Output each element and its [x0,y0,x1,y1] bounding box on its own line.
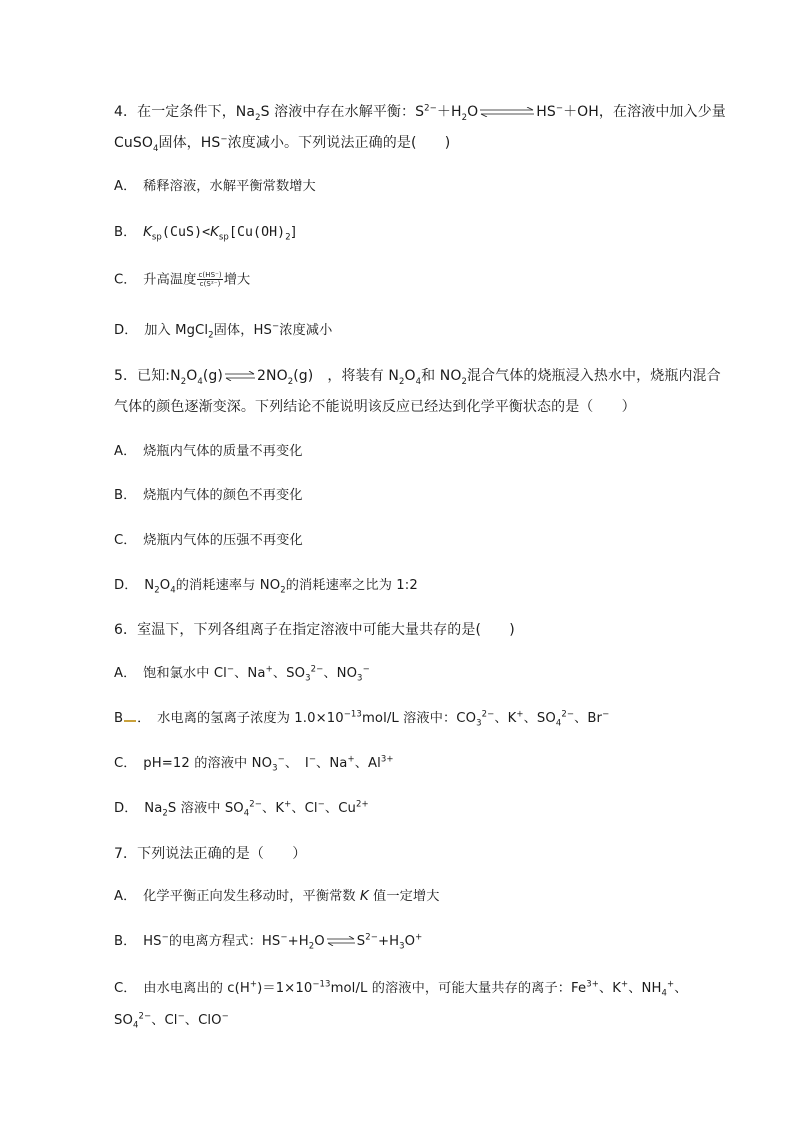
question-5-option-a[interactable]: A． 烧瓶内气体的质量不再变化 [114,444,303,459]
question-6-stem: 6．室温下，下列各组离子在指定溶液中可能大量共存的是( ) [114,622,515,638]
question-6-option-d[interactable]: D． $Na_2S$ 溶液中 $SO_4^{2-}$、K+、Cl−、$Cu^{2+}$ [114,799,369,819]
question-5-option-d[interactable]: D． $N_2O_4$的消耗速率与 $NO_2$的消耗速率之比为 1:2 [114,578,418,596]
question-4-option-a[interactable]: A． 稀释溶液，水解平衡常数增大 [114,179,316,194]
question-7-option-c-line1[interactable]: C． 由水电离出的 $c(H^+)=1\times 10^{-13}mol/L$ 的溶液中，可能大量共存的离子：$Fe^{3+}$、K+、$NH_4^+$、 [114,979,688,999]
question-6-option-a[interactable]: A． 饱和氯水中 Cl−、Na+、$SO_3^{2-}$、$NO_3^-$ [114,664,370,684]
question-4-option-c[interactable]: C． 升高温度 $\frac{c(HS^-)}{\text{c(S²⁻)}}$ 增大 [114,271,251,288]
question-5-option-b[interactable]: B． 烧瓶内气体的颜色不再变化 [114,488,303,503]
question-4-stem-line1: 4．在一定条件下，$Na_2S$ 溶液中存在水解平衡：$S^{2-}+H_2O$ HS−＋OH，在溶液中加入少量 [114,103,726,123]
question-7-option-b[interactable]: B． HS−的电离方程式：$HS^-+H_2O$ $S^{2-}+H_3O^+$ [114,932,423,952]
equilibrium-arrows-icon [225,371,255,381]
hs-over-s-fraction: $\frac{c(HS^-)}{\text{c(S²⁻)}}$ [198,271,222,288]
equilibrium-arrows-icon [480,107,534,117]
question-4-option-b[interactable]: B． $K_{sp}(CuS)<K_{sp}[Cu(OH)_2]$ [114,225,296,243]
question-7-stem: 7．下列说法正确的是（ ） [114,846,307,862]
question-6-option-b[interactable]: B ． 水电离的氢离子浓度为 $1.0\times 10^{-13}mol/L$ 溶液中：$CO_3^{2-}$、K+、$SO_4^{2-}$、Br− [114,709,610,729]
highlight-mark [124,720,136,722]
question-5-stem-line2: 气体的颜色逐渐变深。下列结论不能说明该反应已经达到化学平衡状态的是（ ） [114,399,636,415]
question-5-stem-line1: 5．已知$:N_2O_4(g)$ $2NO_2(g)$ ，将装有 $N_2O_4$和 $NO_2$混合气体的烧瓶浸入热水中，烧瓶内混合 [114,368,721,387]
equilibrium-arrows-icon [327,936,355,946]
question-4-stem-line2: CuSO$_4$固体，HS−浓度减小。下列说法正确的是( ) [114,134,451,154]
question-5-option-c[interactable]: C． 烧瓶内气体的压强不再变化 [114,533,303,548]
question-7-option-c-line2: $SO_4^{2-}$、Cl−、ClO− [114,1011,229,1031]
question-7-option-a[interactable]: A． 化学平衡正向发生移动时，平衡常数 K 值一定增大 [114,889,440,904]
question-6-option-c[interactable]: C． pH=12 的溶液中 $NO_3^-$、 I−、Na+、$Al^{3+}$ [114,754,394,774]
question-4-option-d[interactable]: D． 加入 MgCl$_2$固体，HS−浓度减小 [114,321,333,341]
